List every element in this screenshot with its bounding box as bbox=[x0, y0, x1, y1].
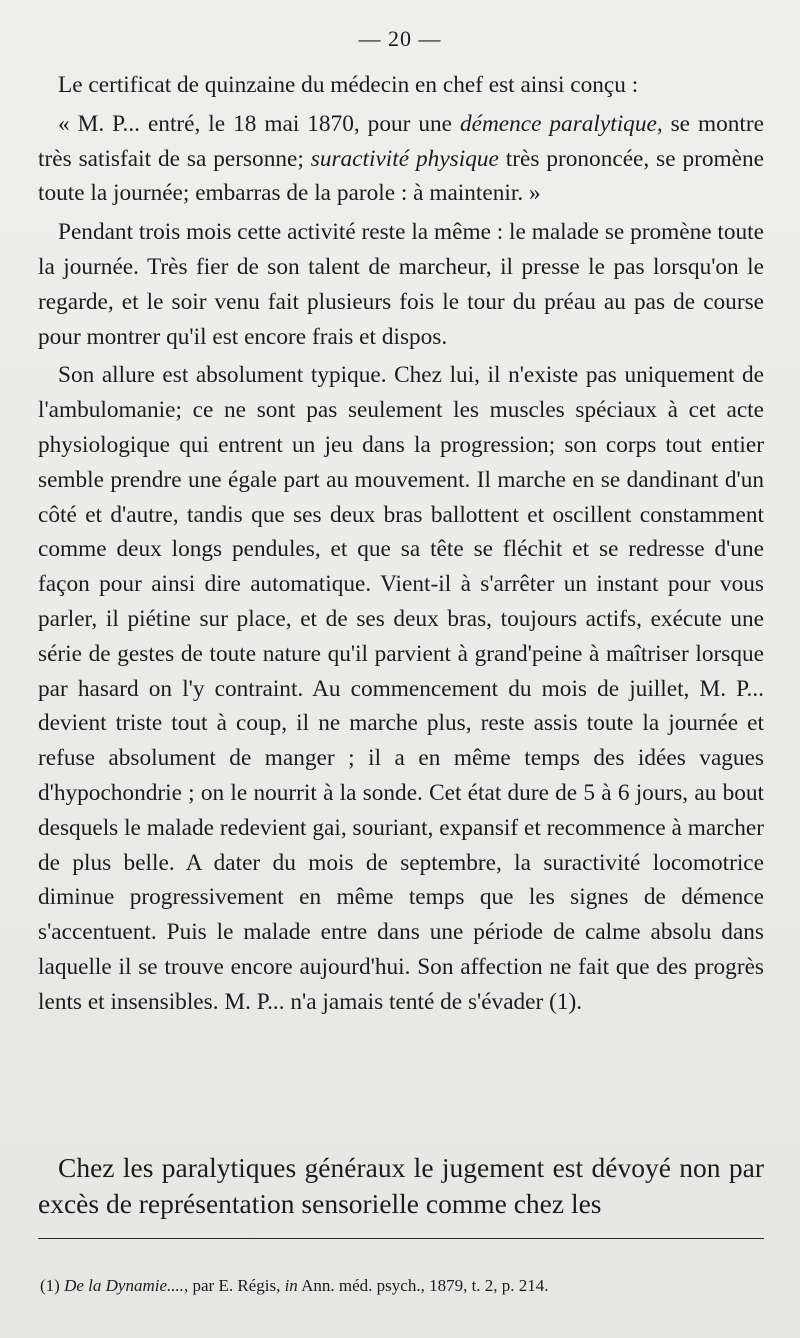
body-text bbox=[38, 68, 764, 1024]
quote-text-c: se montre très satisfait de sa personne; bbox=[38, 110, 764, 172]
paragraph-certificate-intro: Le certificat de quinzaine du médecin en chef est ainsi conçu : bbox=[58, 72, 639, 98]
paragraph-paralytic-judgement: Chez les paralytiques généraux le jugement est dévoyé non par excès de représentation sensorielle comme chez les bbox=[38, 1152, 764, 1219]
page-number: — 20 — bbox=[358, 26, 442, 51]
footnote-text-a: , par E. Régis, bbox=[184, 1276, 285, 1295]
quote-emphasis-demence: démence paralytique, bbox=[459, 110, 663, 137]
quote-text-e: très prononcée, se promène toute la journée; embarras de la parole : à maintenir. » bbox=[38, 145, 764, 207]
quote-text-a: « M. P... entré, le 18 mai 1870, pour une bbox=[58, 110, 460, 137]
footnote-text-b: Ann. méd. psych., 1879, t. 2, p. 214. bbox=[297, 1276, 549, 1295]
footnote bbox=[40, 1274, 760, 1298]
footnote-divider bbox=[38, 1238, 764, 1239]
footnote-title: De la Dynamie.... bbox=[64, 1276, 184, 1295]
quote-emphasis-suractivite: suractivité physique bbox=[310, 145, 499, 172]
paragraph-certificate-quote bbox=[38, 107, 764, 211]
footnote-in: in bbox=[284, 1276, 298, 1295]
paragraph-three-months: Pendant trois mois cette activité reste la même : le malade se promène toute la journée. Très fier de son talent de marcheur, il presse le pas lorsqu'on le regarde, et le soir venu fait plusieurs fois le tour du préau au pas de course pour montrer qu'il est encore frais et dispos. bbox=[38, 219, 764, 350]
paragraph-gait-description: Son allure est absolument typique. Chez lui, il n'existe pas uniquement de l'ambulomanie; ce ne sont pas seulement les muscles spéciaux à cet acte physiologique qui entrent un jeu dans la progression; son corps tout entier semble prendre une égale part au mouvement. Il marche en se dandinant d'un côté et d'autre, tandis que ses deux bras ballottent et oscillent constamment comme deux longs pendules, et que sa tête se fléchit et se redresse d'une façon pour ainsi dire automatique. Vient-il à s'arrêter un instant pour vous parler, il piétine sur place, et de ses deux bras, toujours actifs, exécute une série de gestes de toute nature qu'il parvient à grand'peine à maîtriser lorsque par hasard on l'y contraint. Au commencement du mois de juillet, M. P... devient triste tout à coup, il ne marche plus, reste assis toute la journée et refuse absolument de manger ; il a en même temps des idées vagues d'hypochondrie ; on le nourrit à la sonde. Cet état dure de 5 à 6 jours, au bout desquels le malade redevient gai, souriant, expansif et recommence à marcher de plus belle. A dater du mois de septembre, la suractivité locomotrice diminue progressivement en même temps que les signes de démence s'accentuent. Puis le malade entre dans une période de calme absolu dans laquelle il se trouve encore aujourd'hui. Son affection ne fait que des progrès lents et insensibles. M. P... n'a jamais tenté de s'évader (1). bbox=[38, 362, 764, 1015]
footnote-marker: (1) bbox=[40, 1276, 65, 1295]
